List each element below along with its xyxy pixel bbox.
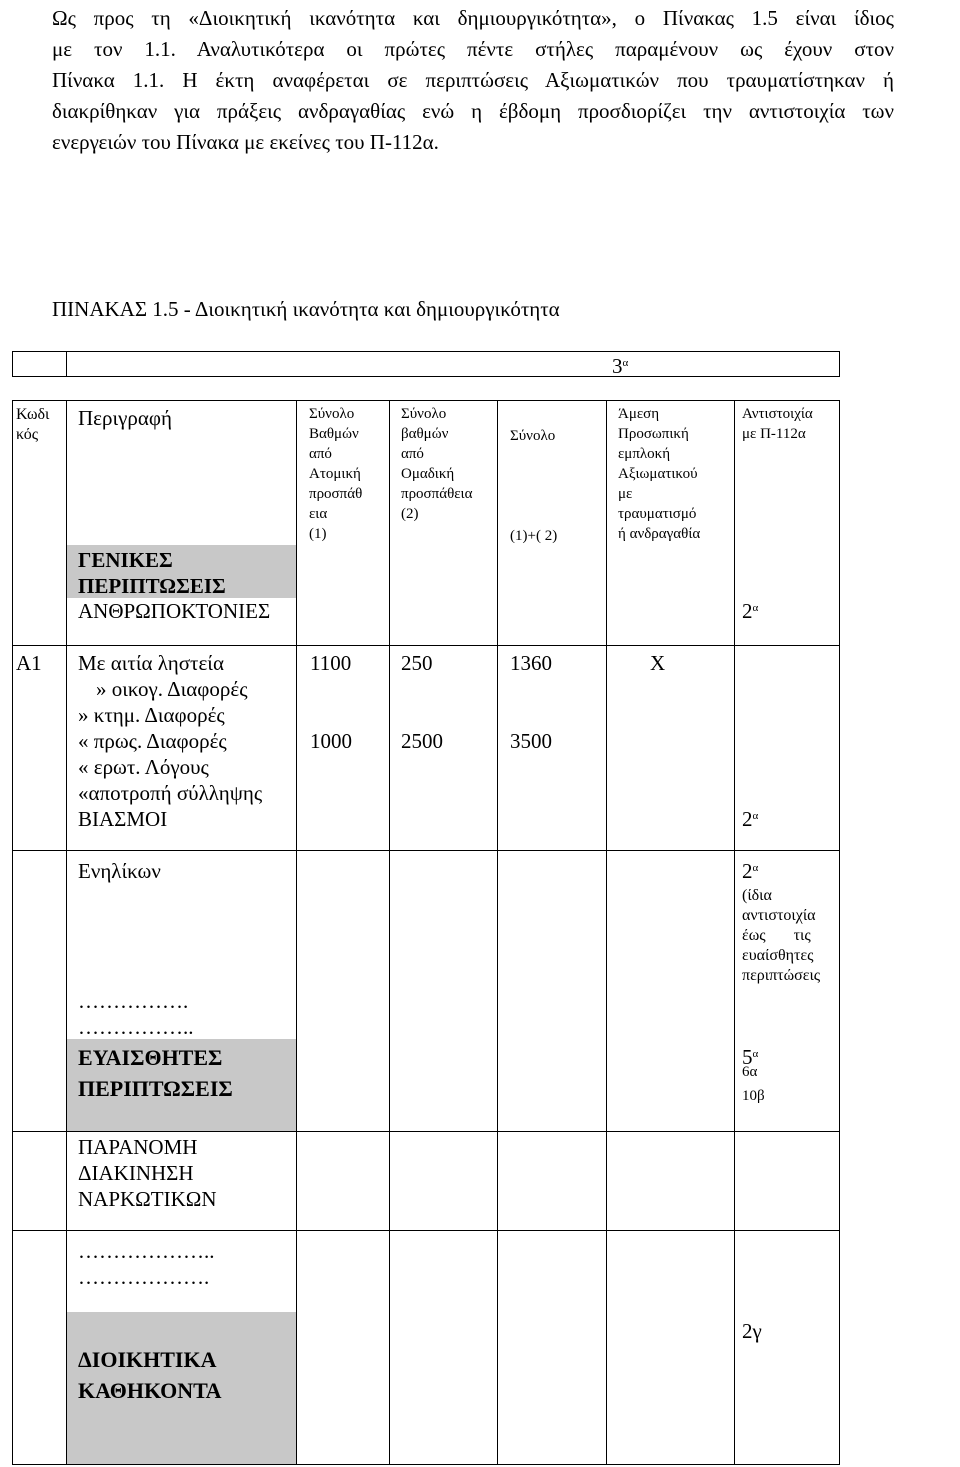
header-code: Κωδι κός	[16, 406, 50, 443]
admin-mark: 2γ	[742, 1319, 762, 1343]
intro-paragraph	[52, 3, 894, 158]
table-row	[0, 780, 840, 806]
rapes-mark: $2^\alpha$	[742, 807, 759, 831]
table-title: ΠΙΝΑΚΑΣ 1.5 - Διοικητική ικανότητα και δημιουργικότητα	[52, 297, 560, 321]
row-desc: Με αιτία ληστεία	[78, 651, 224, 675]
row-code: Α1	[16, 651, 42, 675]
header-individual-points: Σύνολο Βαθμών από Ατομική προσπάθ εια (1)	[309, 406, 363, 542]
section-homicides: ΑΝΘΡΩΠΟΚΤΟΝΙΕΣ	[78, 599, 271, 623]
section-general-cases: ΓΕΝΙΚΕΣ ΠΕΡΙΠΤΩΣΕΙΣ	[78, 548, 226, 598]
section-sensitive-cases: ΕΥΑΙΣΘΗΤΕΣ ΠΕΡΙΠΤΩΣΕΙΣ	[78, 1045, 233, 1101]
intro-line: διακρίθηκαν για πράξεις ανδραγαθίας ενώ η έβδομη προσδιορίζει την αντιστοιχία των	[52, 99, 894, 123]
header-total-formula: (1)+( 2)	[510, 528, 558, 544]
row-total: 1360	[510, 651, 552, 675]
table-row	[0, 676, 840, 702]
row-total: 3500	[510, 729, 552, 753]
sensitive-sub-mark: 10β	[742, 1088, 765, 1104]
row-group: 2500	[401, 729, 443, 753]
row-individual: 1000	[310, 729, 352, 753]
section-admin-duties: ΔΙΟΙΚΗΤΙΚΑ ΚΑΘΗΚΟΝΤΑ	[78, 1347, 222, 1403]
row-group: 250	[401, 651, 433, 675]
dots-line: ………………..	[78, 1239, 215, 1263]
intro-line: ενεργειών του Πίνακα με εκείνες του Π-112α.	[52, 130, 439, 154]
table-row	[0, 650, 840, 676]
row-individual: 1100	[310, 651, 352, 675]
row-desc: » οικογ. Διαφορές	[96, 677, 248, 701]
table-row	[0, 702, 840, 728]
sensitive-sub-mark: 6α	[742, 1064, 758, 1080]
adults-mark: $2^\alpha$	[742, 859, 759, 883]
dots-line: ……………….	[78, 1265, 210, 1289]
header-description: Περιγραφή	[78, 406, 172, 430]
header-direct-involvement: Άμεση Προσωπική εμπλοκή Αξιωματικού με τραυματισμό ή ανδραγαθία	[618, 406, 701, 542]
header-group-points: Σύνολο βαθμών από Ομαδική προσπάθεια (2)	[401, 406, 473, 522]
row-desc: «αποτροπή σύλληψης	[78, 781, 263, 805]
row-desc: » κτημ. Διαφορές	[78, 703, 225, 727]
intro-line: με τον 1.1. Αναλυτικότερα οι πρώτες πέντε στήλες παραμένουν ως έχουν στον	[52, 37, 894, 61]
row-direct: Χ	[650, 651, 666, 675]
top-row-mark: $3^\alpha$	[612, 354, 629, 378]
section-rapes: ΒΙΑΣΜΟΙ	[78, 807, 168, 831]
row-desc: « ερωτ. Λόγους	[78, 755, 209, 779]
sensitive-mark: $5^\alpha$	[742, 1045, 759, 1069]
row-desc: « πρως. Διαφορές	[78, 729, 227, 753]
intro-line: Ως προς τη «Διοικητική ικανότητα και δημιουργικότητα», ο Πίνακας 1.5 είναι ίδιος	[52, 6, 894, 30]
header-correspondence: Αντιστοιχία με Π-112α	[742, 406, 813, 442]
dots-line: …………….	[78, 989, 189, 1013]
intro-line: Πίνακα 1.1. Η έκτη αναφέρεται σε περιπτώσεις Αξιωματικών που τραυματίστηκαν ή	[52, 68, 894, 92]
section-drug-trafficking: ΠΑΡΑΝΟΜΗ ΔΙΑΚΙΝΗΣΗ ΝΑΡΚΩΤΙΚΩΝ	[78, 1135, 217, 1211]
section-adults: Ενηλίκων	[78, 859, 161, 883]
table-row	[0, 754, 840, 780]
header-total: Σύνολο	[510, 428, 556, 444]
dots-line: ……………..	[78, 1015, 194, 1039]
homicides-mark: $2^\alpha$	[742, 599, 759, 623]
table-row	[0, 728, 840, 754]
adults-note: (ίδια αντιστοιχία έως τις ευαίσθητες περιπτώσεις	[742, 887, 821, 984]
